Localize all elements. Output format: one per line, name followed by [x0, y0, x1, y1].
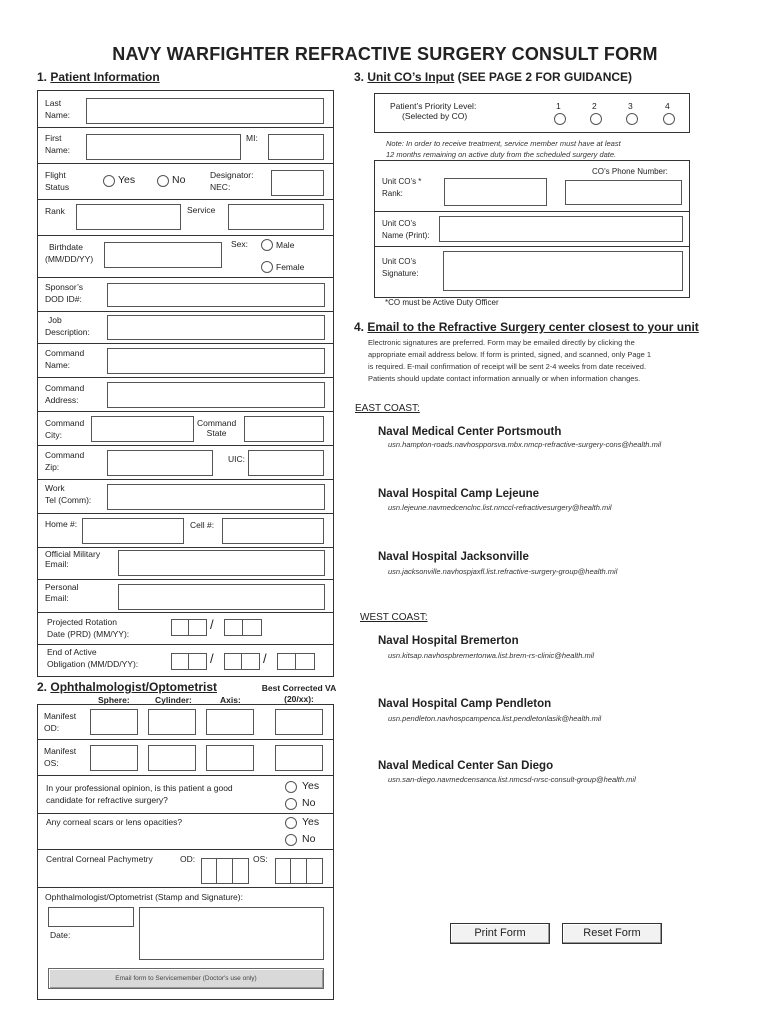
flight-yes-radio[interactable]: [103, 175, 115, 187]
section-4-heading: 4. Email to the Refractive Surgery center closest to your unit: [354, 320, 699, 334]
signature-label: Ophthalmologist/Optometrist (Stamp and Signature):: [45, 892, 243, 902]
prd-slash: /: [210, 617, 214, 632]
os-axis-input[interactable]: [206, 745, 254, 771]
pachymetry-od-label: OD:: [180, 854, 196, 864]
prd-year-field[interactable]: [224, 619, 262, 636]
prd-month-field[interactable]: [171, 619, 207, 636]
center-bremerton-email[interactable]: usn.kitsap.navhospbremertonwa.list.brem-rs-clinic@health.mil: [388, 651, 595, 660]
command-state-label: Command State: [197, 418, 237, 438]
sex-label: Sex:: [231, 239, 249, 249]
center-lejeune-email[interactable]: usn.lejeune.navmedcenclnc.list.nmccl-refractivesurgery@health.mil: [388, 503, 612, 512]
center-lejeune-name: Naval Hospital Camp Lejeune: [378, 488, 540, 500]
personal-email-input[interactable]: [118, 584, 325, 610]
command-name-input[interactable]: [107, 348, 325, 374]
first-name-label: First Name:: [45, 133, 71, 155]
co-name-input[interactable]: [439, 216, 683, 242]
divider: [374, 211, 690, 212]
active-duty-note: Note: In order to receive treatment, service member must have at least 12 months remaining on active duty from the scheduled surgery date.: [386, 139, 621, 159]
center-sandiego-email[interactable]: usn.san-diego.navmedcensanca.list.nmcsd-nrsc-consult-group@health.mil: [388, 775, 636, 784]
axis-label: Axis:: [220, 695, 241, 705]
cylinder-label: Cylinder:: [155, 695, 192, 705]
co-rank-label: Unit CO’s * Rank:: [382, 177, 422, 198]
sponsor-dod-id-input[interactable]: [107, 283, 325, 307]
flight-yes-label: Yes: [118, 174, 136, 186]
date-label: Date:: [50, 930, 71, 940]
command-city-label: Command City:: [45, 418, 85, 440]
candidate-question: In your professional opinion, is this patient a good candidate for refractive surgery?: [46, 783, 233, 805]
sex-male-label: Male: [276, 240, 295, 250]
designator-input[interactable]: [271, 170, 324, 196]
home-label: Home #:: [45, 519, 78, 529]
cell-phone-input[interactable]: [222, 518, 324, 544]
priority-4-radio[interactable]: [663, 113, 675, 125]
command-state-input[interactable]: [244, 416, 324, 442]
priority-3-radio[interactable]: [626, 113, 638, 125]
command-zip-label: Command Zip:: [45, 450, 85, 472]
candidate-no-radio[interactable]: [285, 798, 297, 810]
command-zip-input[interactable]: [107, 450, 213, 476]
flight-no-radio[interactable]: [157, 175, 169, 187]
co-rank-input[interactable]: [444, 178, 547, 206]
last-name-input[interactable]: [86, 98, 324, 124]
manifest-os-label: Manifest OS:: [44, 746, 77, 768]
east-coast-heading: EAST COAST:: [355, 403, 420, 414]
os-cylinder-input[interactable]: [148, 745, 196, 771]
od-sphere-input[interactable]: [90, 709, 138, 735]
uic-input[interactable]: [248, 450, 324, 476]
last-name-label: Last Name:: [45, 98, 71, 120]
priority-4-label: 4: [665, 101, 670, 111]
eaos-year-field[interactable]: [277, 653, 315, 670]
priority-label: Patient’s Priority Level: (Selected by CO): [390, 101, 477, 121]
section-3-heading: 3. Unit CO’s Input (SEE PAGE 2 FOR GUIDANCE): [354, 70, 633, 84]
email-to-servicemember-button[interactable]: Email form to Servicemember (Doctor's use only): [48, 968, 324, 989]
birthdate-input[interactable]: [104, 242, 222, 268]
sex-male-radio[interactable]: [261, 239, 273, 251]
sex-female-label: Female: [276, 262, 305, 272]
service-input[interactable]: [228, 204, 324, 230]
divider: [374, 246, 690, 247]
sphere-label: Sphere:: [98, 695, 130, 705]
rank-input[interactable]: [76, 204, 181, 230]
mil-email-label: Official Military Email:: [45, 549, 101, 569]
co-phone-label: CO’s Phone Number:: [592, 167, 668, 176]
job-label: Job Description:: [45, 315, 90, 337]
os-sphere-input[interactable]: [90, 745, 138, 771]
manifest-od-label: Manifest OD:: [44, 711, 77, 733]
email-instructions: Electronic signatures are preferred. Form may be emailed directly by clicking the appropriate email address below. If form is printed, signed, and scanned, only Page 1 is required. E-mail confirmation of receipt will be sent 2-4 weeks from date received. Patients should update contact information annually or when information changes.: [368, 338, 652, 383]
first-name-input[interactable]: [86, 134, 241, 160]
section-2-heading: 2. Ophthalmologist/Optometrist: [37, 680, 218, 694]
sponsor-label: Sponsor’s DOD ID#:: [45, 282, 83, 304]
mi-label: MI:: [246, 133, 258, 143]
doctor-date-input[interactable]: [48, 907, 134, 927]
command-city-input[interactable]: [91, 416, 194, 442]
center-portsmouth-email[interactable]: usn.hampton-roads.navhospporsva.mbx.nmcp-refractive-surgery-cons@health.mil: [388, 440, 662, 449]
center-pendleton-name: Naval Hospital Camp Pendleton: [378, 698, 552, 710]
designator-label: Designator: NEC:: [210, 170, 254, 192]
form-title: NAVY WARFIGHTER REFRACTIVE SURGERY CONSULT FORM: [112, 44, 658, 64]
sex-female-radio[interactable]: [261, 261, 273, 273]
best-va-label: Best Corrected VA (20/xx):: [261, 683, 337, 704]
eaos-slash-1: /: [210, 651, 214, 666]
command-address-input[interactable]: [107, 382, 325, 408]
section-1-heading: 1. Patient Information: [37, 70, 160, 84]
print-form-button[interactable]: Print Form: [450, 923, 550, 944]
command-address-label: Command Address:: [45, 383, 85, 405]
prd-label: Projected Rotation Date (PRD) (MM/YY):: [47, 617, 130, 639]
pachymetry-os-label: OS:: [253, 854, 268, 864]
priority-2-radio[interactable]: [590, 113, 602, 125]
od-va-input[interactable]: [275, 709, 323, 735]
scars-question: Any corneal scars or lens opacities?: [46, 817, 183, 827]
mi-input[interactable]: [268, 134, 324, 160]
co-phone-input[interactable]: [565, 180, 682, 205]
os-va-input[interactable]: [275, 745, 323, 771]
candidate-no-label: No: [302, 797, 316, 809]
co-footnote: *CO must be Active Duty Officer: [385, 298, 499, 307]
co-signature-box[interactable]: [443, 251, 683, 291]
job-description-input[interactable]: [107, 315, 325, 340]
flight-status-label: Flight Status: [45, 170, 70, 192]
flight-no-label: No: [172, 174, 186, 186]
service-label: Service: [187, 205, 216, 215]
candidate-yes-radio[interactable]: [285, 781, 297, 793]
candidate-yes-label: Yes: [302, 780, 320, 792]
scars-yes-radio[interactable]: [285, 817, 297, 829]
personal-email-label: Personal Email:: [45, 582, 79, 603]
pachymetry-od-field[interactable]: [201, 858, 249, 884]
work-tel-input[interactable]: [107, 484, 325, 510]
center-bremerton-name: Naval Hospital Bremerton: [378, 635, 519, 647]
cell-label: Cell #:: [190, 520, 215, 530]
priority-1-label: 1: [556, 101, 561, 111]
reset-form-button[interactable]: Reset Form: [562, 923, 662, 944]
scars-no-radio[interactable]: [285, 834, 297, 846]
eaos-label: End of Active Obligation (MM/DD/YY):: [47, 647, 139, 669]
rank-label: Rank: [45, 206, 65, 216]
home-phone-input[interactable]: [82, 518, 184, 544]
priority-2-label: 2: [592, 101, 597, 111]
eaos-month-field[interactable]: [171, 653, 207, 670]
co-name-label: Unit CO’s Name (Print):: [382, 219, 430, 240]
priority-3-label: 3: [628, 101, 633, 111]
pachymetry-label: Central Corneal Pachymetry: [46, 854, 153, 864]
work-tel-label: Work Tel (Comm):: [45, 483, 92, 505]
scars-yes-label: Yes: [302, 816, 320, 828]
command-name-label: Command Name:: [45, 348, 85, 370]
od-cylinder-input[interactable]: [148, 709, 196, 735]
birthdate-label: Birthdate (MM/DD/YY): [45, 242, 94, 264]
center-sandiego-name: Naval Medical Center San Diego: [378, 760, 554, 772]
co-signature-label: Unit CO’s Signature:: [382, 257, 419, 278]
mil-email-input[interactable]: [118, 550, 325, 576]
center-jacksonville-name: Naval Hospital Jacksonville: [378, 551, 529, 563]
pachymetry-os-field[interactable]: [275, 858, 323, 884]
west-coast-heading: WEST COAST:: [360, 612, 428, 623]
center-jacksonville-email[interactable]: usn.jacksonville.navhospjaxfl.list.refractive-surgery-group@health.mil: [388, 567, 618, 576]
center-pendleton-email[interactable]: usn.pendleton.navhospcampenca.list.pendletonlasik@health.mil: [388, 714, 602, 723]
od-axis-input[interactable]: [206, 709, 254, 735]
priority-1-radio[interactable]: [554, 113, 566, 125]
uic-label: UIC:: [228, 454, 245, 464]
scars-no-label: No: [302, 833, 316, 845]
eaos-day-field[interactable]: [224, 653, 260, 670]
center-portsmouth-name: Naval Medical Center Portsmouth: [378, 426, 562, 438]
stamp-signature-box[interactable]: [139, 907, 324, 960]
eaos-slash-2: /: [263, 651, 267, 666]
